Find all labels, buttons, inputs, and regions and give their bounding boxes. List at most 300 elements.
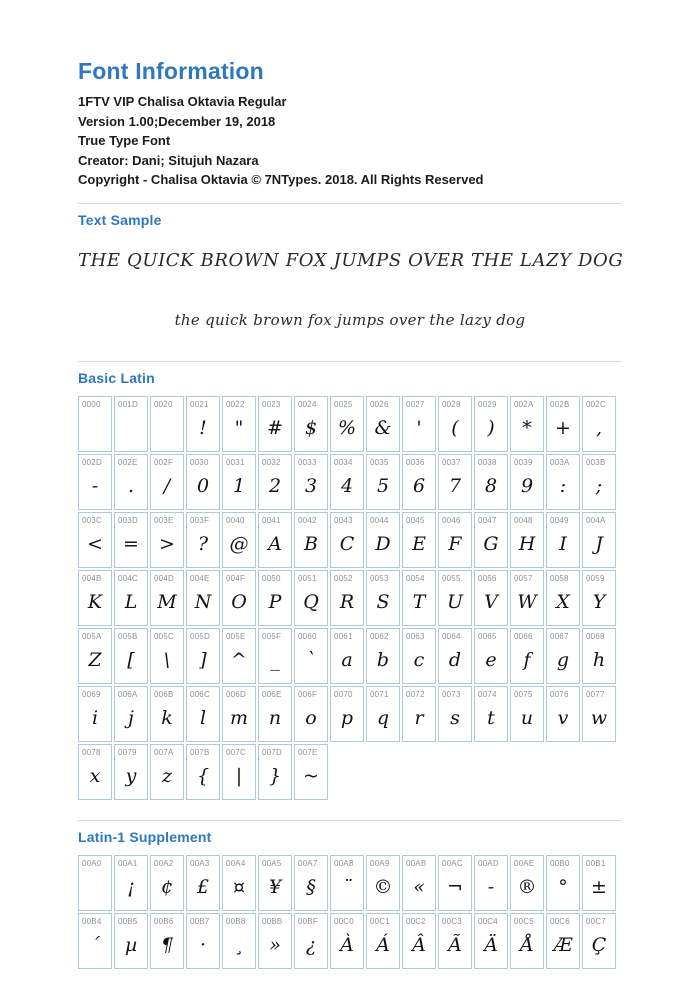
basic-latin-table bbox=[78, 396, 622, 800]
char-cell-006B bbox=[150, 686, 184, 742]
cell-glyph: b bbox=[376, 649, 390, 671]
cell-glyph: k bbox=[161, 707, 173, 729]
cell-code: 0069 bbox=[82, 689, 101, 699]
font-meta-block bbox=[78, 92, 622, 190]
cell-glyph: L bbox=[124, 591, 138, 613]
cell-glyph: ¨ bbox=[342, 876, 352, 898]
char-cell-0023 bbox=[258, 396, 292, 452]
char-cell-007E bbox=[294, 744, 328, 800]
cell-code: 0049 bbox=[550, 515, 569, 525]
cell-code: 00C3 bbox=[442, 916, 462, 926]
char-table-row bbox=[78, 744, 622, 800]
cell-glyph: a bbox=[341, 649, 353, 671]
char-cell-003E bbox=[150, 512, 184, 568]
cell-glyph: 6 bbox=[412, 475, 426, 497]
cell-code: 004C bbox=[118, 573, 138, 583]
char-cell-004E bbox=[186, 570, 220, 626]
cell-glyph: X bbox=[556, 591, 570, 613]
char-cell-00A0 bbox=[78, 855, 112, 911]
cell-code: 0041 bbox=[262, 515, 281, 525]
cell-glyph: \ bbox=[163, 649, 171, 671]
char-cell-00A4 bbox=[222, 855, 256, 911]
char-cell-006F bbox=[294, 686, 328, 742]
cell-glyph: H bbox=[518, 533, 536, 555]
cell-code: 003A bbox=[550, 457, 570, 467]
cell-code: 0066 bbox=[514, 631, 533, 641]
char-cell-0039 bbox=[510, 454, 544, 510]
section-heading-text-sample: Text Sample bbox=[78, 211, 162, 228]
cell-glyph: D bbox=[375, 533, 391, 555]
cell-glyph: | bbox=[235, 765, 243, 787]
cell-glyph: § bbox=[306, 876, 316, 898]
char-cell-00A7 bbox=[294, 855, 328, 911]
char-cell-005A bbox=[78, 628, 112, 684]
char-cell-00B5 bbox=[114, 913, 148, 969]
char-cell-0065 bbox=[474, 628, 508, 684]
cell-code: 004A bbox=[586, 515, 606, 525]
cell-code: 0038 bbox=[478, 457, 497, 467]
char-cell-00AE bbox=[510, 855, 544, 911]
cell-code: 002D bbox=[82, 457, 102, 467]
cell-code: 00BF bbox=[298, 916, 318, 926]
char-cell-00B0 bbox=[546, 855, 580, 911]
char-cell-0024 bbox=[294, 396, 328, 452]
cell-glyph: ¢ bbox=[160, 876, 174, 898]
char-cell-0040 bbox=[222, 512, 256, 568]
section-basic-latin bbox=[78, 361, 622, 800]
cell-glyph: i bbox=[91, 707, 99, 729]
cell-glyph: g bbox=[556, 649, 570, 671]
cell-glyph bbox=[79, 409, 111, 451]
cell-code: 004F bbox=[226, 573, 246, 583]
cell-code: 0020 bbox=[154, 399, 173, 409]
char-cell-0041 bbox=[258, 512, 292, 568]
cell-code: 0054 bbox=[406, 573, 425, 583]
char-cell-006D bbox=[222, 686, 256, 742]
cell-glyph: } bbox=[268, 765, 282, 787]
cell-glyph: f bbox=[523, 649, 531, 671]
cell-glyph: ' bbox=[416, 417, 422, 439]
cell-code: 002F bbox=[154, 457, 174, 467]
char-cell-005C bbox=[150, 628, 184, 684]
char-cell-00A5 bbox=[258, 855, 292, 911]
cell-code: 006E bbox=[262, 689, 282, 699]
cell-glyph: 5 bbox=[376, 475, 390, 497]
cell-code: 00B1 bbox=[586, 858, 606, 868]
cell-glyph: ) bbox=[487, 417, 495, 439]
cell-code: 00AE bbox=[514, 858, 535, 868]
cell-glyph: % bbox=[337, 417, 357, 439]
cell-code: 0033 bbox=[298, 457, 317, 467]
char-cell-0052 bbox=[330, 570, 364, 626]
cell-glyph: 9 bbox=[520, 475, 534, 497]
cell-code: 0072 bbox=[406, 689, 425, 699]
char-cell-0048 bbox=[510, 512, 544, 568]
char-cell-002B bbox=[546, 396, 580, 452]
char-cell-0021 bbox=[186, 396, 220, 452]
cell-glyph: o bbox=[305, 707, 317, 729]
cell-glyph: O bbox=[231, 591, 247, 613]
cell-code: 00C1 bbox=[370, 916, 390, 926]
cell-glyph: : bbox=[559, 475, 567, 497]
cell-glyph: _ bbox=[270, 649, 280, 671]
cell-code: 0053 bbox=[370, 573, 389, 583]
cell-glyph: m bbox=[229, 707, 249, 729]
char-cell-0071 bbox=[366, 686, 400, 742]
cell-glyph: > bbox=[159, 533, 175, 555]
cell-code: 005B bbox=[118, 631, 138, 641]
cell-glyph: « bbox=[413, 876, 425, 898]
cell-code: 0037 bbox=[442, 457, 461, 467]
char-cell-0050 bbox=[258, 570, 292, 626]
cell-glyph: Á bbox=[376, 934, 390, 956]
cell-glyph: p bbox=[340, 707, 354, 729]
cell-code: 00A2 bbox=[154, 858, 174, 868]
char-cell-0058 bbox=[546, 570, 580, 626]
cell-glyph: µ bbox=[124, 934, 138, 956]
cell-code: 003C bbox=[82, 515, 102, 525]
cell-code: 0076 bbox=[550, 689, 569, 699]
cell-code: 0047 bbox=[478, 515, 497, 525]
char-cell-003B bbox=[582, 454, 616, 510]
cell-code: 0035 bbox=[370, 457, 389, 467]
cell-glyph: U bbox=[446, 591, 463, 613]
cell-code: 003D bbox=[118, 515, 138, 525]
char-cell-0036 bbox=[402, 454, 436, 510]
cell-code: 0044 bbox=[370, 515, 389, 525]
char-cell-0045 bbox=[402, 512, 436, 568]
cell-code: 0021 bbox=[190, 399, 209, 409]
cell-code: 0074 bbox=[478, 689, 497, 699]
cell-code: 00B7 bbox=[190, 916, 210, 926]
cell-code: 006F bbox=[298, 689, 318, 699]
cell-code: 0046 bbox=[442, 515, 461, 525]
cell-code: 007D bbox=[262, 747, 282, 757]
char-cell-0042 bbox=[294, 512, 328, 568]
cell-glyph: t bbox=[487, 707, 495, 729]
cell-glyph: Æ bbox=[553, 934, 573, 956]
cell-glyph: T bbox=[412, 591, 426, 613]
cell-glyph: ? bbox=[197, 533, 209, 555]
char-table-row bbox=[78, 855, 622, 911]
char-cell-0029 bbox=[474, 396, 508, 452]
char-cell-005F bbox=[258, 628, 292, 684]
cell-glyph: ! bbox=[199, 417, 207, 439]
cell-glyph: F bbox=[448, 533, 462, 555]
cell-code: 0051 bbox=[298, 573, 317, 583]
cell-glyph: £ bbox=[196, 876, 210, 898]
cell-glyph: ¥ bbox=[268, 876, 282, 898]
cell-glyph: - bbox=[487, 876, 495, 898]
char-cell-0059 bbox=[582, 570, 616, 626]
cell-glyph: R bbox=[339, 591, 355, 613]
char-cell-0038 bbox=[474, 454, 508, 510]
cell-glyph: © bbox=[373, 876, 393, 898]
char-cell-003F bbox=[186, 512, 220, 568]
char-cell-00C4 bbox=[474, 913, 508, 969]
cell-code: 00A7 bbox=[298, 858, 318, 868]
cell-code: 00A8 bbox=[334, 858, 354, 868]
cell-glyph: l bbox=[199, 707, 207, 729]
cell-glyph: Q bbox=[303, 591, 319, 613]
cell-code: 006A bbox=[118, 689, 138, 699]
char-cell-0020 bbox=[150, 396, 184, 452]
cell-glyph: ] bbox=[199, 649, 207, 671]
char-cell-003D bbox=[114, 512, 148, 568]
char-cell-0055 bbox=[438, 570, 472, 626]
char-cell-0072 bbox=[402, 686, 436, 742]
char-cell-00B6 bbox=[150, 913, 184, 969]
cell-code: 0030 bbox=[190, 457, 209, 467]
cell-glyph: 7 bbox=[448, 475, 462, 497]
cell-code: 00A5 bbox=[262, 858, 282, 868]
cell-code: 0058 bbox=[550, 573, 569, 583]
char-cell-007A bbox=[150, 744, 184, 800]
char-cell-00A3 bbox=[186, 855, 220, 911]
cell-glyph: 1 bbox=[232, 475, 246, 497]
cell-glyph: c bbox=[413, 649, 425, 671]
char-cell-0043 bbox=[330, 512, 364, 568]
cell-code: 0027 bbox=[406, 399, 425, 409]
cell-glyph: - bbox=[91, 475, 99, 497]
char-cell-00C6 bbox=[546, 913, 580, 969]
char-cell-0044 bbox=[366, 512, 400, 568]
char-cell-00A2 bbox=[150, 855, 184, 911]
cell-glyph: Ä bbox=[484, 934, 498, 956]
cell-glyph: u bbox=[520, 707, 534, 729]
cell-code: 002C bbox=[586, 399, 606, 409]
char-cell-004D bbox=[150, 570, 184, 626]
cell-code: 0036 bbox=[406, 457, 425, 467]
char-cell-0064 bbox=[438, 628, 472, 684]
char-cell-0074 bbox=[474, 686, 508, 742]
char-cell-006C bbox=[186, 686, 220, 742]
char-cell-00C5 bbox=[510, 913, 544, 969]
char-cell-0027 bbox=[402, 396, 436, 452]
char-cell-002E bbox=[114, 454, 148, 510]
cell-code: 0063 bbox=[406, 631, 425, 641]
char-cell-00B4 bbox=[78, 913, 112, 969]
cell-glyph: ¡ bbox=[127, 876, 135, 898]
cell-code: 004B bbox=[82, 573, 102, 583]
cell-code: 0025 bbox=[334, 399, 353, 409]
cell-code: 00AD bbox=[478, 858, 499, 868]
cell-code: 0029 bbox=[478, 399, 497, 409]
char-cell-0031 bbox=[222, 454, 256, 510]
cell-glyph: Â bbox=[412, 934, 426, 956]
char-cell-004F bbox=[222, 570, 256, 626]
char-cell-0035 bbox=[366, 454, 400, 510]
char-cell-0073 bbox=[438, 686, 472, 742]
cell-glyph: ^ bbox=[231, 649, 247, 671]
char-cell-002A bbox=[510, 396, 544, 452]
cell-code: 0024 bbox=[298, 399, 317, 409]
cell-glyph bbox=[115, 409, 147, 451]
cell-code: 0056 bbox=[478, 573, 497, 583]
char-cell-0032 bbox=[258, 454, 292, 510]
cell-code: 0071 bbox=[370, 689, 389, 699]
cell-glyph: ¿ bbox=[305, 934, 317, 956]
char-cell-002C bbox=[582, 396, 616, 452]
cell-code: 0078 bbox=[82, 747, 101, 757]
font-meta-copyright: Copyright - Chalisa Oktavia © 7NTypes. 2018. All Rights Reserved bbox=[78, 172, 484, 187]
cell-glyph: ¶ bbox=[160, 934, 174, 956]
char-cell-0079 bbox=[114, 744, 148, 800]
cell-code: 00C5 bbox=[514, 916, 534, 926]
font-meta-creator: Creator: Dani; Situjuh Nazara bbox=[78, 152, 259, 168]
cell-code: 0057 bbox=[514, 573, 533, 583]
char-cell-0051 bbox=[294, 570, 328, 626]
char-cell-0066 bbox=[510, 628, 544, 684]
char-cell-007D bbox=[258, 744, 292, 800]
cell-code: 003B bbox=[586, 457, 606, 467]
cell-code: 007C bbox=[226, 747, 246, 757]
cell-glyph: y bbox=[125, 765, 137, 787]
cell-glyph: ° bbox=[558, 876, 568, 898]
cell-glyph: s bbox=[450, 707, 460, 729]
section-text-sample bbox=[78, 203, 622, 329]
char-cell-00C7 bbox=[582, 913, 616, 969]
cell-glyph: 2 bbox=[268, 475, 282, 497]
char-cell-003A bbox=[546, 454, 580, 510]
char-cell-0046 bbox=[438, 512, 472, 568]
cell-code: 0000 bbox=[82, 399, 101, 409]
char-cell-00B1 bbox=[582, 855, 616, 911]
cell-glyph: ± bbox=[591, 876, 607, 898]
cell-code: 00B6 bbox=[154, 916, 174, 926]
cell-code: 0031 bbox=[226, 457, 245, 467]
cell-code: 00B0 bbox=[550, 858, 570, 868]
cell-glyph: h bbox=[592, 649, 606, 671]
char-cell-00C2 bbox=[402, 913, 436, 969]
cell-code: 003E bbox=[154, 515, 174, 525]
cell-glyph: e bbox=[485, 649, 497, 671]
char-cell-00C1 bbox=[366, 913, 400, 969]
cell-code: 0026 bbox=[370, 399, 389, 409]
cell-glyph: / bbox=[163, 475, 171, 497]
char-cell-0070 bbox=[330, 686, 364, 742]
char-cell-005E bbox=[222, 628, 256, 684]
cell-code: 0050 bbox=[262, 573, 281, 583]
cell-code: 004D bbox=[154, 573, 174, 583]
char-cell-00AC bbox=[438, 855, 472, 911]
cell-glyph: z bbox=[161, 765, 172, 787]
char-cell-0028 bbox=[438, 396, 472, 452]
cell-glyph: 8 bbox=[484, 475, 498, 497]
cell-glyph: ´ bbox=[90, 934, 100, 956]
cell-code: 0040 bbox=[226, 515, 245, 525]
cell-code: 0042 bbox=[298, 515, 317, 525]
char-cell-0030 bbox=[186, 454, 220, 510]
cell-glyph: = bbox=[123, 533, 139, 555]
char-cell-006E bbox=[258, 686, 292, 742]
cell-code: 002E bbox=[118, 457, 138, 467]
cell-glyph: + bbox=[555, 417, 571, 439]
char-cell-005B bbox=[114, 628, 148, 684]
cell-glyph bbox=[151, 409, 183, 451]
section-heading-latin1-supplement: Latin-1 Supplement bbox=[78, 828, 212, 845]
cell-code: 006B bbox=[154, 689, 174, 699]
char-table-row bbox=[78, 570, 622, 626]
cell-glyph: ¤ bbox=[232, 876, 246, 898]
cell-code: 00C7 bbox=[586, 916, 606, 926]
cell-code: 0043 bbox=[334, 515, 353, 525]
cell-code: 0048 bbox=[514, 515, 533, 525]
char-cell-001D bbox=[114, 396, 148, 452]
cell-glyph: Å bbox=[520, 934, 534, 956]
cell-glyph: [ bbox=[127, 649, 135, 671]
char-cell-004C bbox=[114, 570, 148, 626]
cell-code: 00C4 bbox=[478, 916, 498, 926]
cell-glyph: Y bbox=[592, 591, 606, 613]
cell-glyph: ¬ bbox=[447, 876, 463, 898]
cell-glyph: N bbox=[194, 591, 212, 613]
char-cell-0022 bbox=[222, 396, 256, 452]
char-cell-00B7 bbox=[186, 913, 220, 969]
char-table-row bbox=[78, 686, 622, 742]
char-cell-0026 bbox=[366, 396, 400, 452]
cell-code: 0060 bbox=[298, 631, 317, 641]
char-cell-005D bbox=[186, 628, 220, 684]
font-meta-name: 1FTV VIP Chalisa Oktavia Regular bbox=[78, 94, 287, 109]
cell-glyph: $ bbox=[304, 417, 318, 439]
char-cell-0034 bbox=[330, 454, 364, 510]
font-meta-type: True Type Font bbox=[78, 133, 171, 148]
cell-code: 006D bbox=[226, 689, 246, 699]
cell-code: 00B5 bbox=[118, 916, 138, 926]
char-cell-004B bbox=[78, 570, 112, 626]
cell-glyph: { bbox=[196, 765, 210, 787]
cell-code: 005C bbox=[154, 631, 174, 641]
cell-code: 0065 bbox=[478, 631, 497, 641]
cell-glyph: J bbox=[595, 533, 603, 555]
char-cell-0075 bbox=[510, 686, 544, 742]
char-table-row bbox=[78, 913, 622, 969]
cell-code: 0039 bbox=[514, 457, 533, 467]
char-cell-0033 bbox=[294, 454, 328, 510]
cell-code: 00A0 bbox=[82, 858, 102, 868]
cell-glyph: M bbox=[157, 591, 177, 613]
cell-code: 00C0 bbox=[334, 916, 354, 926]
char-cell-007B bbox=[186, 744, 220, 800]
cell-glyph: E bbox=[412, 533, 426, 555]
cell-glyph: ( bbox=[451, 417, 459, 439]
cell-code: 0023 bbox=[262, 399, 281, 409]
cell-code: 0034 bbox=[334, 457, 353, 467]
char-cell-0056 bbox=[474, 570, 508, 626]
page-title: Font Information bbox=[78, 58, 264, 84]
cell-code: 0067 bbox=[550, 631, 569, 641]
cell-glyph: K bbox=[87, 591, 103, 613]
section-heading-basic-latin: Basic Latin bbox=[78, 369, 155, 386]
char-cell-0076 bbox=[546, 686, 580, 742]
cell-glyph: " bbox=[234, 417, 244, 439]
cell-glyph: A bbox=[268, 533, 282, 555]
cell-glyph: G bbox=[483, 533, 499, 555]
cell-glyph bbox=[79, 868, 111, 910]
cell-glyph: w bbox=[590, 707, 608, 729]
cell-glyph: B bbox=[304, 533, 318, 555]
text-sample-lowercase: the quick brown fox jumps over the lazy dog bbox=[174, 310, 526, 329]
char-table-row bbox=[78, 454, 622, 510]
cell-code: 00A3 bbox=[190, 858, 210, 868]
char-cell-0077 bbox=[582, 686, 616, 742]
char-cell-0000 bbox=[78, 396, 112, 452]
cell-glyph: ; bbox=[595, 475, 603, 497]
char-cell-0025 bbox=[330, 396, 364, 452]
cell-glyph: # bbox=[267, 417, 283, 439]
char-cell-0063 bbox=[402, 628, 436, 684]
